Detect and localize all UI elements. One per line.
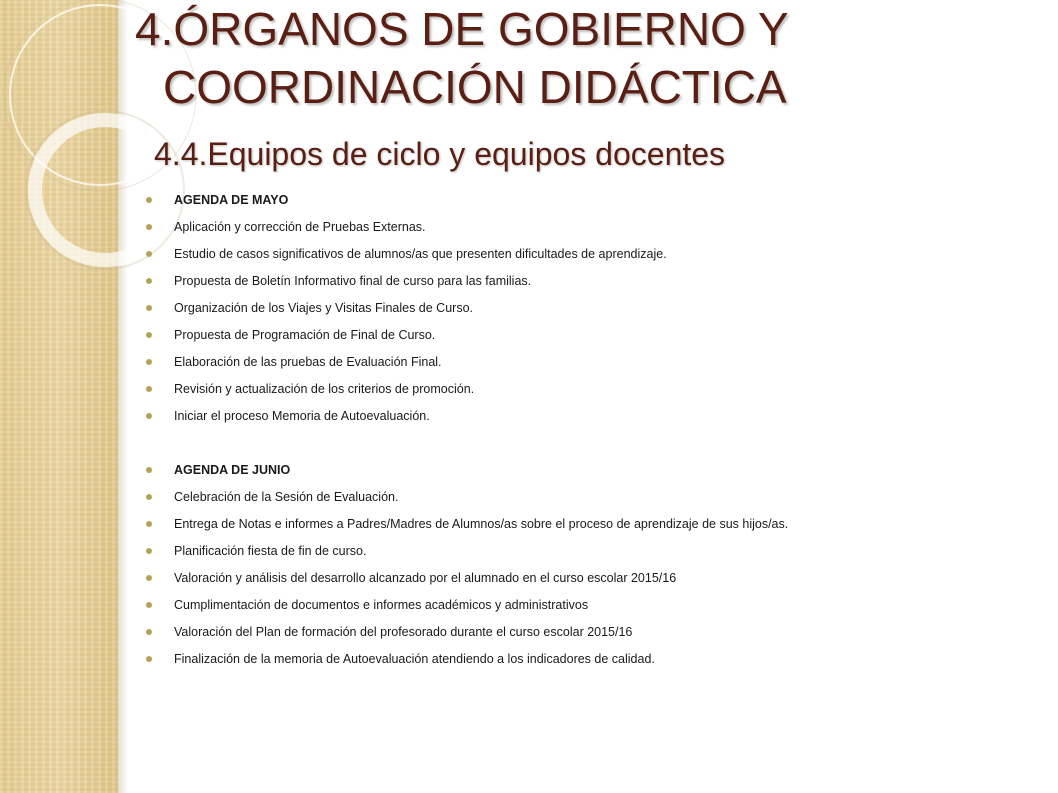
list-item-text: Propuesta de Boletín Informativo final de curso para las familias. xyxy=(174,274,532,288)
list-item xyxy=(146,620,1036,647)
list-item-june-heading xyxy=(146,458,1036,485)
list-item-text: Propuesta de Programación de Final de Curso. xyxy=(174,328,436,342)
title-line-2: COORDINACIÓN DIDÁCTICA xyxy=(163,61,787,113)
bullet-icon xyxy=(146,197,152,203)
bullet-icon xyxy=(146,656,152,662)
bullet-icon xyxy=(146,494,152,500)
bullet-icon xyxy=(146,413,152,419)
bullet-icon xyxy=(146,359,152,365)
june-heading-text: AGENDA DE JUNIO xyxy=(174,463,291,477)
list-item xyxy=(146,566,1036,593)
list-item-text: Valoración del Plan de formación del profesorado durante el curso escolar 2015/16 xyxy=(174,625,633,639)
agenda-list xyxy=(146,188,1036,674)
list-item-text: Finalización de la memoria de Autoevaluación atendiendo a los indicadores de calidad. xyxy=(174,652,655,666)
list-item xyxy=(146,242,1036,269)
list-item-text: Celebración de la Sesión de Evaluación. xyxy=(174,490,399,504)
list-item xyxy=(146,296,1036,323)
list-item-text: Estudio de casos significativos de alumnos/as que presenten dificultades de aprendizaje. xyxy=(174,247,667,261)
list-item xyxy=(146,485,1036,512)
bullet-icon xyxy=(146,332,152,338)
list-item xyxy=(146,404,1036,431)
may-heading-text: AGENDA DE MAYO xyxy=(174,193,289,207)
list-item xyxy=(146,593,1036,620)
list-item xyxy=(146,350,1036,377)
slide-title xyxy=(135,0,1035,116)
list-item-text: Entrega de Notas e informes a Padres/Madres de Alumnos/as sobre el proceso de aprendizaje de sus hijos/as. xyxy=(174,517,789,531)
bullet-icon xyxy=(146,575,152,581)
list-item-text: Cumplimentación de documentos e informes académicos y administrativos xyxy=(174,598,589,612)
list-item-text: Organización de los Viajes y Visitas Finales de Curso. xyxy=(174,301,473,315)
bullet-icon xyxy=(146,251,152,257)
list-item-text: Iniciar el proceso Memoria de Autoevaluación. xyxy=(174,409,430,423)
bullet-icon xyxy=(146,467,152,473)
list-item xyxy=(146,215,1036,242)
list-item xyxy=(146,512,1036,539)
bullet-icon xyxy=(146,602,152,608)
list-item-text: Elaboración de las pruebas de Evaluación Final. xyxy=(174,355,442,369)
bullet-icon xyxy=(146,521,152,527)
bullet-icon xyxy=(146,224,152,230)
list-item xyxy=(146,377,1036,404)
list-item-text: Revisión y actualización de los criterios de promoción. xyxy=(174,382,475,396)
list-item xyxy=(146,647,1036,674)
list-item-text: Planificación fiesta de fin de curso. xyxy=(174,544,367,558)
list-item xyxy=(146,539,1036,566)
list-item xyxy=(146,269,1036,296)
list-item-text: Aplicación y corrección de Pruebas Externas. xyxy=(174,220,426,234)
list-item xyxy=(146,323,1036,350)
list-item-text: Valoración y análisis del desarrollo alcanzado por el alumnado en el curso escolar 2015/16 xyxy=(174,571,677,585)
bullet-icon xyxy=(146,629,152,635)
title-line-1: 4.ÓRGANOS DE GOBIERNO Y xyxy=(135,3,789,55)
bullet-icon xyxy=(146,548,152,554)
bullet-icon xyxy=(146,305,152,311)
slide-subtitle: 4.4.Equipos de ciclo y equipos docentes xyxy=(154,136,726,172)
bullet-icon xyxy=(146,278,152,284)
list-item-may-heading xyxy=(146,188,1036,215)
bullet-icon xyxy=(146,386,152,392)
list-spacer xyxy=(146,431,1036,458)
